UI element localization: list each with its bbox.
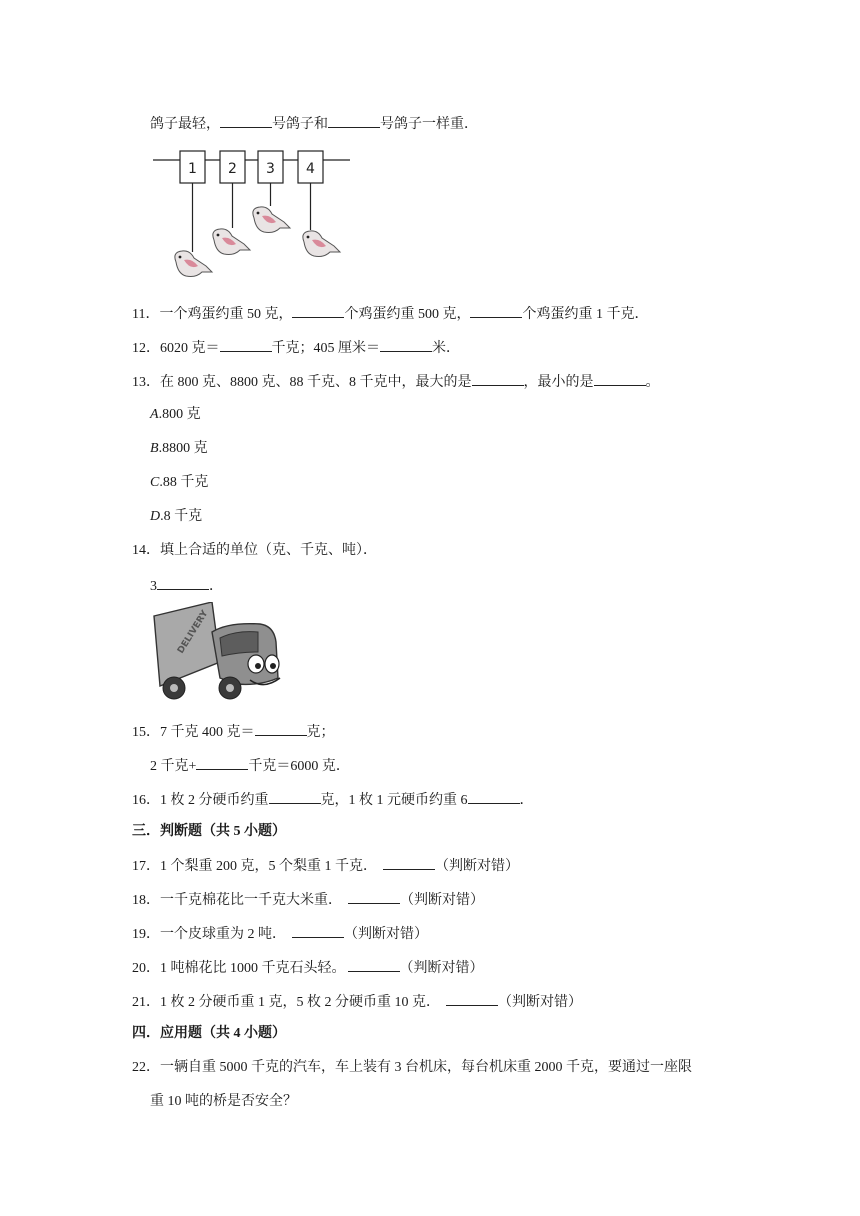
question-16: 16．1 枚 2 分硬币约重 克，1 枚 1 元硬币约重 6 ． (132, 790, 534, 810)
answer-blank[interactable] (446, 992, 498, 1006)
section-heading-4: 四．应用题（共 4 小题） (132, 1026, 286, 1041)
answer-blank[interactable] (157, 576, 209, 590)
question-20: 20．1 吨棉花比 1000 千克石头轻。 （判断对错） (132, 958, 484, 978)
answer-blank[interactable] (255, 722, 307, 736)
option-c[interactable]: C.88 千克 (150, 475, 209, 490)
svg-text:3: 3 (266, 161, 275, 177)
svg-text:1: 1 (188, 161, 197, 177)
box-2 (220, 151, 245, 183)
answer-blank[interactable] (328, 114, 380, 128)
answer-blank[interactable] (468, 790, 520, 804)
q10-text: 鸽子最轻， 号鸽子和 号鸽子一样重． (150, 114, 478, 134)
question-11: 11．一个鸡蛋约重 50 克， 个鸡蛋约重 500 克， 个鸡蛋约重 1 千克． (132, 304, 648, 324)
answer-blank[interactable] (348, 958, 400, 972)
answer-blank[interactable] (383, 856, 435, 870)
svg-text:4: 4 (306, 161, 315, 177)
question-13: 13．在 800 克、8800 克、88 千克、8 千克中，最大的是 ，最小的是 。 (132, 372, 660, 392)
pigeon-scale-figure (150, 148, 360, 288)
pigeon-icon (253, 207, 290, 233)
question-18: 18．一千克棉花比一千克大米重． （判断对错） (132, 890, 484, 910)
option-a[interactable]: A.800 克 (150, 407, 201, 422)
box-4 (298, 151, 323, 183)
question-14-answer: 3 ． (150, 576, 223, 596)
option-d[interactable]: D.8 千克 (150, 509, 203, 524)
box-1 (180, 151, 205, 183)
answer-blank[interactable] (348, 890, 400, 904)
answer-blank[interactable] (380, 338, 432, 352)
answer-blank[interactable] (269, 790, 321, 804)
question-15-part2: 2 千克+ 千克＝6000 克． (150, 756, 350, 776)
question-22: 22．一辆自重 5000 千克的汽车，车上装有 3 台机床，每台机床重 2000 千克，要通过一座限 (132, 1060, 692, 1075)
pigeon-icon (303, 231, 340, 257)
answer-blank[interactable] (220, 338, 272, 352)
truck-label: DELIVERY (176, 608, 211, 656)
question-19: 19．一个皮球重为 2 吨． （判断对错） (132, 924, 428, 944)
answer-blank[interactable] (292, 924, 344, 938)
question-22-line2: 重 10 吨的桥是否安全？ (150, 1094, 297, 1109)
question-21: 21．1 枚 2 分硬币重 1 克，5 枚 2 分硬币重 10 克． （判断对错） (132, 992, 582, 1012)
answer-blank[interactable] (472, 372, 524, 386)
svg-text:2: 2 (228, 161, 237, 177)
delivery-truck-image (150, 602, 300, 702)
pigeon-icon (213, 229, 250, 255)
option-b[interactable]: B.8800 克 (150, 441, 208, 456)
answer-blank[interactable] (220, 114, 272, 128)
question-14: 14．填上合适的单位（克、千克、吨）． (132, 543, 377, 558)
box-3 (258, 151, 283, 183)
question-15: 15．7 千克 400 克＝ 克； (132, 722, 335, 742)
answer-blank[interactable] (594, 372, 646, 386)
section-heading-3: 三．判断题（共 5 小题） (132, 824, 286, 839)
answer-blank[interactable] (292, 304, 344, 318)
answer-blank[interactable] (196, 756, 248, 770)
pigeon-icon (175, 251, 212, 277)
answer-blank[interactable] (470, 304, 522, 318)
question-12: 12．6020 克＝ 千克；405 厘米＝ 米． (132, 338, 460, 358)
question-17: 17．1 个梨重 200 克，5 个梨重 1 千克． （判断对错） (132, 856, 519, 876)
